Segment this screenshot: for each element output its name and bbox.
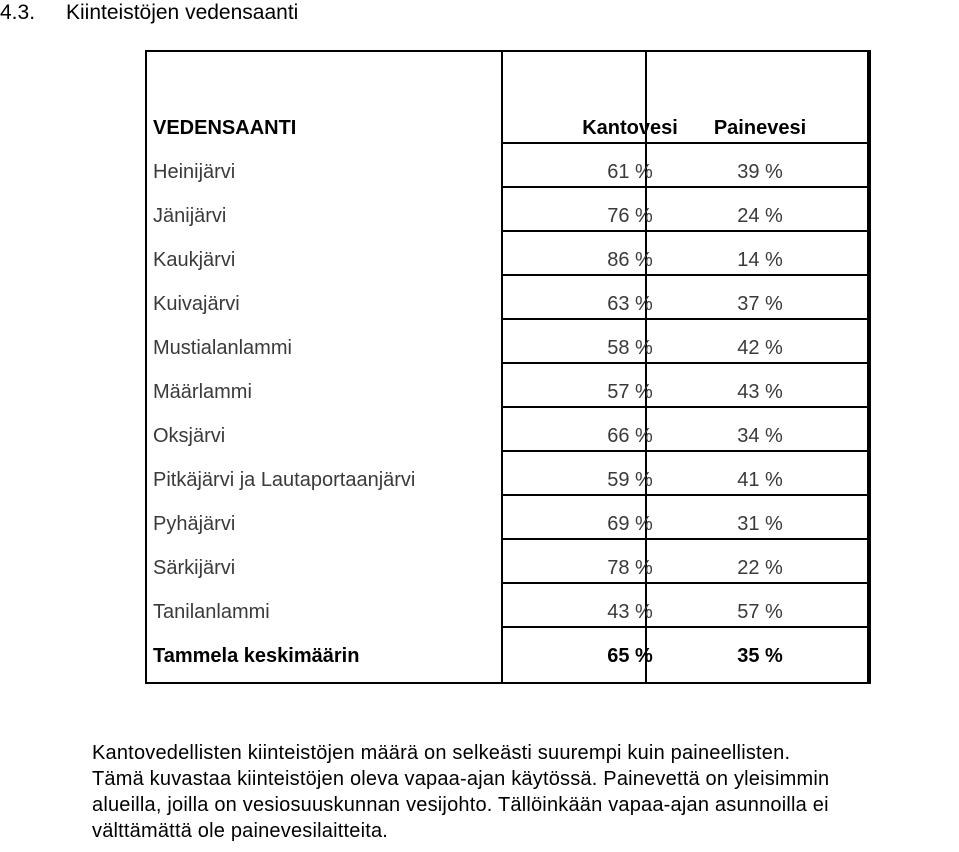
table-row (145, 238, 871, 282)
table-row (145, 370, 871, 414)
lake-name: Kaukjärvi (153, 249, 236, 271)
total-label: Tammela keskimäärin (153, 645, 360, 667)
lake-name: Määrlammi (153, 381, 252, 403)
table-row (145, 414, 871, 458)
painevesi-value: 14 % (737, 249, 783, 271)
section-number: 4.3. (0, 1, 36, 24)
painevesi-value: 57 % (737, 601, 783, 623)
painevesi-value: 43 % (737, 381, 783, 403)
kantovesi-value: 76 % (607, 205, 653, 227)
painevesi-value: 22 % (737, 557, 783, 579)
table-row (145, 326, 871, 370)
lake-name: Heinijärvi (153, 161, 236, 183)
body-paragraph (92, 740, 958, 844)
kantovesi-value: 43 % (607, 601, 653, 623)
section-heading (0, 0, 298, 26)
paragraph-line: alueilla, joilla on vesiosuuskunnan vesijohto. Tällöinkään vapaa-ajan asunnoilla ei (92, 794, 829, 816)
table-row (145, 150, 871, 194)
kantovesi-value: 58 % (607, 337, 653, 359)
painevesi-value: 34 % (737, 425, 783, 447)
total-painevesi: 35 % (737, 645, 783, 667)
kantovesi-value: 63 % (607, 293, 653, 315)
table-row (145, 282, 871, 326)
painevesi-value: 31 % (737, 513, 783, 535)
painevesi-value: 39 % (737, 161, 783, 183)
header-painevesi: Painevesi (713, 117, 807, 139)
lake-name: Mustialanlammi (153, 337, 292, 359)
table-header-row (145, 106, 871, 150)
kantovesi-value: 78 % (607, 557, 653, 579)
table-row (145, 194, 871, 238)
table-row (145, 590, 871, 634)
kantovesi-value: 66 % (607, 425, 653, 447)
kantovesi-value: 61 % (607, 161, 653, 183)
paragraph-line: Kantovedellisten kiinteistöjen määrä on selkeästi suurempi kuin paineellisten. (92, 742, 791, 764)
paragraph-line: välttämättä ole painevesilaitteita. (92, 820, 389, 842)
section-title: Kiinteistöjen vedensaanti (66, 1, 299, 24)
water-supply-table (145, 50, 871, 684)
table-row (145, 458, 871, 502)
lake-name: Jänijärvi (153, 205, 227, 227)
table-total-row (145, 634, 871, 678)
table-row (145, 502, 871, 546)
kantovesi-value: 59 % (607, 469, 653, 491)
total-kantovesi: 65 % (607, 645, 653, 667)
lake-name: Särkijärvi (153, 557, 236, 579)
lake-name: Pyhäjärvi (153, 513, 236, 535)
paragraph-line: Tämä kuvastaa kiinteistöjen oleva vapaa-ajan käytössä. Painevettä on yleisimmin (92, 768, 830, 790)
painevesi-value: 41 % (737, 469, 783, 491)
table-row (145, 546, 871, 590)
lake-name: Kuivajärvi (153, 293, 240, 315)
painevesi-value: 42 % (737, 337, 783, 359)
kantovesi-value: 86 % (607, 249, 653, 271)
painevesi-value: 37 % (737, 293, 783, 315)
lake-name: Pitkäjärvi ja Lautaportaanjärvi (153, 469, 416, 491)
lake-name: Oksjärvi (153, 425, 226, 447)
kantovesi-value: 69 % (607, 513, 653, 535)
header-kantovesi: Kantovesi (582, 117, 678, 139)
painevesi-value: 24 % (737, 205, 783, 227)
kantovesi-value: 57 % (607, 381, 653, 403)
lake-name: Tanilanlammi (153, 601, 270, 623)
header-name: VEDENSAANTI (153, 117, 297, 139)
